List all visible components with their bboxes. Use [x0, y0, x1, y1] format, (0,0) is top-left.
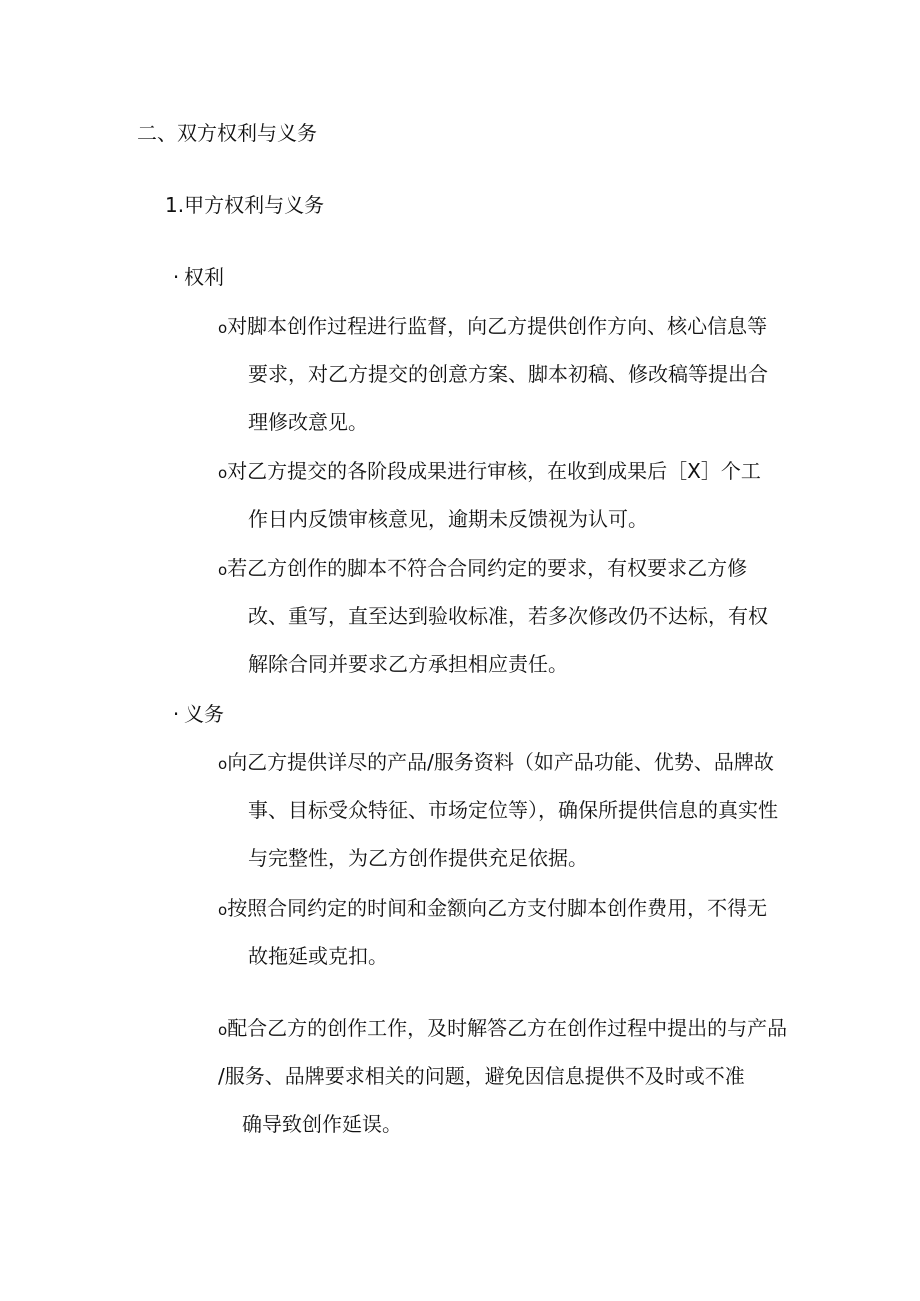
obligations-item-3: [218, 1004, 790, 1148]
item-line: [218, 302, 790, 350]
circle-marker: o: [218, 319, 228, 337]
rights-heading-label: 权利: [184, 265, 224, 289]
item-line: 要求，对乙方提交的创意方案、脚本初稿、修改稿等提出合: [248, 362, 768, 386]
bullet-dot: ·: [172, 702, 180, 726]
item-line: [218, 447, 790, 495]
item-text: 对脚本创作过程进行监督，向乙方提供创作方向、核心信息等: [227, 314, 768, 338]
item-line: [218, 544, 790, 592]
rights-item-1: [218, 302, 790, 446]
obligations-item-2: [218, 884, 790, 980]
item-text: 对乙方提交的各阶段成果进行审核，在收到成果后［X］个工: [227, 459, 761, 483]
item-text: 若乙方创作的脚本不符合合同约定的要求，有权要求乙方修: [227, 556, 748, 580]
section-title: 二、双方权利与义务: [137, 121, 317, 145]
circle-marker: o: [218, 755, 228, 773]
item-line: 故拖延或克扣。: [248, 944, 388, 968]
item-line: [218, 1004, 790, 1052]
circle-marker: o: [218, 464, 228, 482]
circle-marker: o: [218, 561, 228, 579]
item-line: 作日内反馈审核意见，逾期未反馈视为认可。: [248, 507, 648, 531]
item-line: /服务、品牌要求相关的问题，避免因信息提供不及时或不准: [218, 1064, 745, 1088]
item-line: [218, 738, 790, 786]
item-line: 确导致创作延误。: [242, 1112, 402, 1136]
item-line: 改、重写，直至达到验收标准，若多次修改仍不达标，有权: [248, 604, 768, 628]
item-line: 与完整性，为乙方创作提供充足依据。: [248, 846, 588, 870]
item-line: 理修改意见。: [248, 410, 368, 434]
obligations-item-1: [218, 738, 790, 882]
item-text: 按照合同约定的时间和金额向乙方支付脚本创作费用，不得无: [227, 896, 768, 920]
obligations-heading-label: 义务: [184, 702, 224, 726]
item-line: [218, 884, 790, 932]
obligations-heading: [168, 699, 224, 729]
rights-item-3: [218, 544, 790, 688]
rights-heading: [168, 262, 224, 292]
item-line: 事、目标受众特征、市场定位等），确保所提供信息的真实性: [248, 798, 778, 822]
item-line: 解除合同并要求乙方承担相应责任。: [248, 652, 568, 676]
bullet-dot: ·: [172, 265, 180, 289]
circle-marker: o: [218, 1021, 228, 1039]
item-text: 向乙方提供详尽的产品/服务资料（如产品功能、优势、品牌故: [227, 750, 774, 774]
party-a-title: 1.甲方权利与义务: [165, 193, 325, 217]
rights-item-2: [218, 447, 790, 543]
circle-marker: o: [218, 901, 228, 919]
item-text: 配合乙方的创作工作，及时解答乙方在创作过程中提出的与产品: [227, 1016, 788, 1040]
